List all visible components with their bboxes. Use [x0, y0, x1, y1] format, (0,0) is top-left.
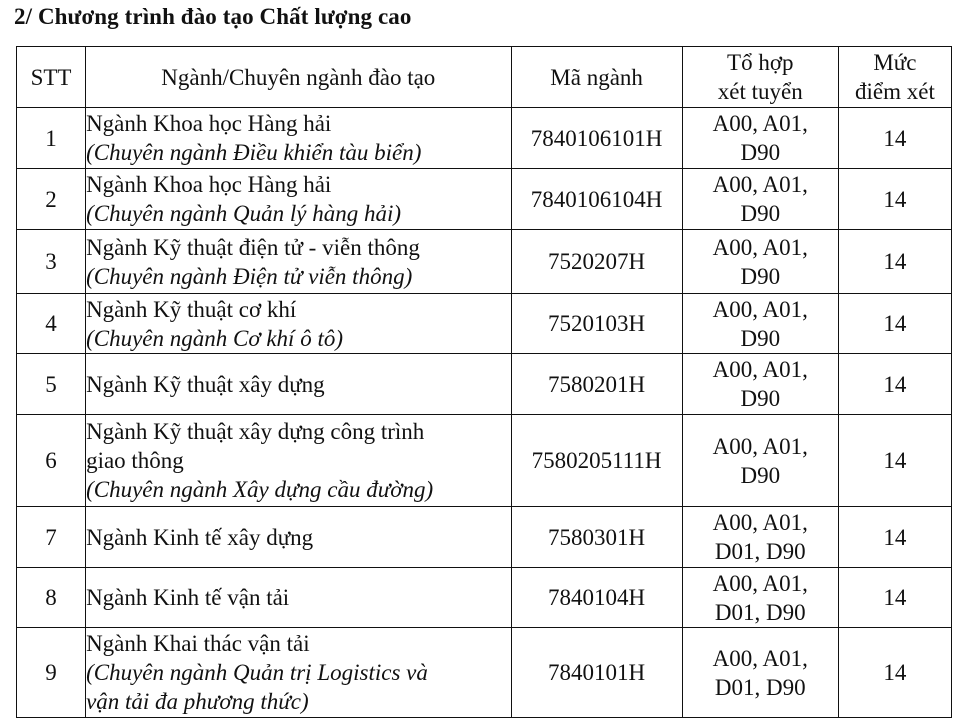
combination-line: A00, A01,	[712, 570, 808, 596]
cell-program-code: 7580205111H	[511, 415, 682, 507]
combination-line: D90	[740, 201, 781, 226]
table-header-row	[17, 47, 952, 108]
table-row	[17, 169, 952, 230]
cell-stt: 2	[17, 169, 86, 230]
major-name: Ngành Khoa học Hàng hải	[86, 111, 332, 136]
major-name: giao thông	[86, 448, 184, 473]
specialization-name: (Chuyên ngành Cơ khí ô tô)	[86, 325, 343, 351]
major-name: Ngành Kỹ thuật điện tử - viễn thông	[86, 234, 420, 260]
specialization-name: (Chuyên ngành Điện tử viễn thông)	[86, 263, 413, 289]
major-name: Ngành Kinh tế vận tải	[86, 585, 290, 610]
combination-line: A00, A01,	[712, 510, 808, 535]
major-name: Ngành Kỹ thuật xây dựng	[86, 371, 325, 397]
cell-subject-combination	[682, 507, 838, 568]
table-row	[17, 294, 952, 354]
major-name: Ngành Kỹ thuật xây dựng công trình	[86, 419, 425, 444]
cell-min-score: 14	[838, 169, 951, 230]
cell-program-code: 7840101H	[511, 628, 682, 718]
combination-line: D01, D90	[714, 599, 806, 625]
specialization-name: (Chuyên ngành Quản trị Logistics và	[86, 660, 428, 685]
cell-subject-combination	[682, 169, 838, 230]
cell-program-name	[86, 169, 511, 230]
specialization-name: (Chuyên ngành Quản lý hàng hải)	[86, 201, 401, 226]
cell-stt: 9	[17, 628, 86, 718]
cell-program-name	[86, 108, 511, 169]
header-score-line: Mức	[873, 50, 917, 75]
major-name: Ngành Kỹ thuật cơ khí	[86, 296, 297, 322]
header-min-score	[838, 47, 951, 108]
table-row	[17, 628, 952, 718]
table-row	[17, 108, 952, 169]
cell-subject-combination	[682, 354, 838, 415]
cell-program-code: 7520103H	[511, 294, 682, 354]
combination-line: A00, A01,	[712, 234, 808, 260]
cell-min-score: 14	[838, 230, 951, 294]
cell-subject-combination	[682, 230, 838, 294]
specialization-name: (Chuyên ngành Xây dựng cầu đường)	[86, 477, 434, 502]
combination-line: D90	[740, 386, 781, 411]
cell-program-code: 7580201H	[511, 354, 682, 415]
cell-subject-combination	[682, 568, 838, 628]
cell-program-code: 7840106101H	[511, 108, 682, 169]
cell-min-score: 14	[838, 568, 951, 628]
cell-subject-combination	[682, 415, 838, 507]
cell-min-score: 14	[838, 628, 951, 718]
combination-line: D01, D90	[714, 539, 806, 564]
header-program-code: Mã ngành	[511, 47, 682, 108]
cell-program-name	[86, 628, 511, 718]
cell-program-name	[86, 507, 511, 568]
cell-stt: 8	[17, 568, 86, 628]
header-subject-combination	[682, 47, 838, 108]
combination-line: A00, A01,	[712, 296, 808, 322]
cell-min-score: 14	[838, 354, 951, 415]
combination-line: D90	[740, 462, 781, 488]
table-row	[17, 230, 952, 294]
cell-subject-combination	[682, 108, 838, 169]
cell-program-code: 7520207H	[511, 230, 682, 294]
table-row	[17, 568, 952, 628]
programs-table	[16, 46, 952, 718]
specialization-name: (Chuyên ngành Điều khiển tàu biển)	[86, 140, 422, 165]
cell-subject-combination	[682, 294, 838, 354]
header-combo-line: Tổ hợp	[727, 50, 794, 75]
major-name: Ngành Khai thác vận tải	[86, 631, 310, 656]
section-title: 2/ Chương trình đào tạo Chất lượng cao	[14, 4, 412, 29]
header-stt: STT	[17, 47, 86, 108]
cell-stt: 4	[17, 294, 86, 354]
cell-subject-combination	[682, 628, 838, 718]
specialization-name: vận tải đa phương thức)	[86, 689, 309, 714]
table-row	[17, 507, 952, 568]
combination-line: A00, A01,	[712, 433, 808, 459]
combination-line: A00, A01,	[712, 645, 808, 671]
combination-line: D90	[740, 263, 781, 289]
cell-min-score: 14	[838, 294, 951, 354]
table-row	[17, 415, 952, 507]
combination-line: D01, D90	[714, 674, 806, 700]
cell-stt: 3	[17, 230, 86, 294]
cell-program-name	[86, 354, 511, 415]
cell-min-score: 14	[838, 415, 951, 507]
cell-program-name	[86, 230, 511, 294]
combination-line: D90	[740, 140, 781, 165]
combination-line: A00, A01,	[712, 111, 808, 136]
major-name: Ngành Kinh tế xây dựng	[86, 524, 314, 550]
cell-program-code: 7580301H	[511, 507, 682, 568]
header-score-line: điểm xét	[855, 79, 935, 104]
major-name: Ngành Khoa học Hàng hải	[86, 172, 332, 197]
cell-program-code: 7840106104H	[511, 169, 682, 230]
combination-line: A00, A01,	[712, 357, 808, 382]
cell-program-name	[86, 568, 511, 628]
cell-stt: 5	[17, 354, 86, 415]
header-program-name: Ngành/Chuyên ngành đào tạo	[86, 47, 511, 108]
cell-stt: 1	[17, 108, 86, 169]
combination-line: D90	[740, 325, 781, 351]
table-row	[17, 354, 952, 415]
cell-stt: 7	[17, 507, 86, 568]
header-combo-line: xét tuyển	[717, 79, 803, 104]
cell-stt: 6	[17, 415, 86, 507]
cell-min-score: 14	[838, 108, 951, 169]
cell-program-name	[86, 415, 511, 507]
cell-min-score: 14	[838, 507, 951, 568]
cell-program-code: 7840104H	[511, 568, 682, 628]
cell-program-name	[86, 294, 511, 354]
combination-line: A00, A01,	[712, 172, 808, 197]
